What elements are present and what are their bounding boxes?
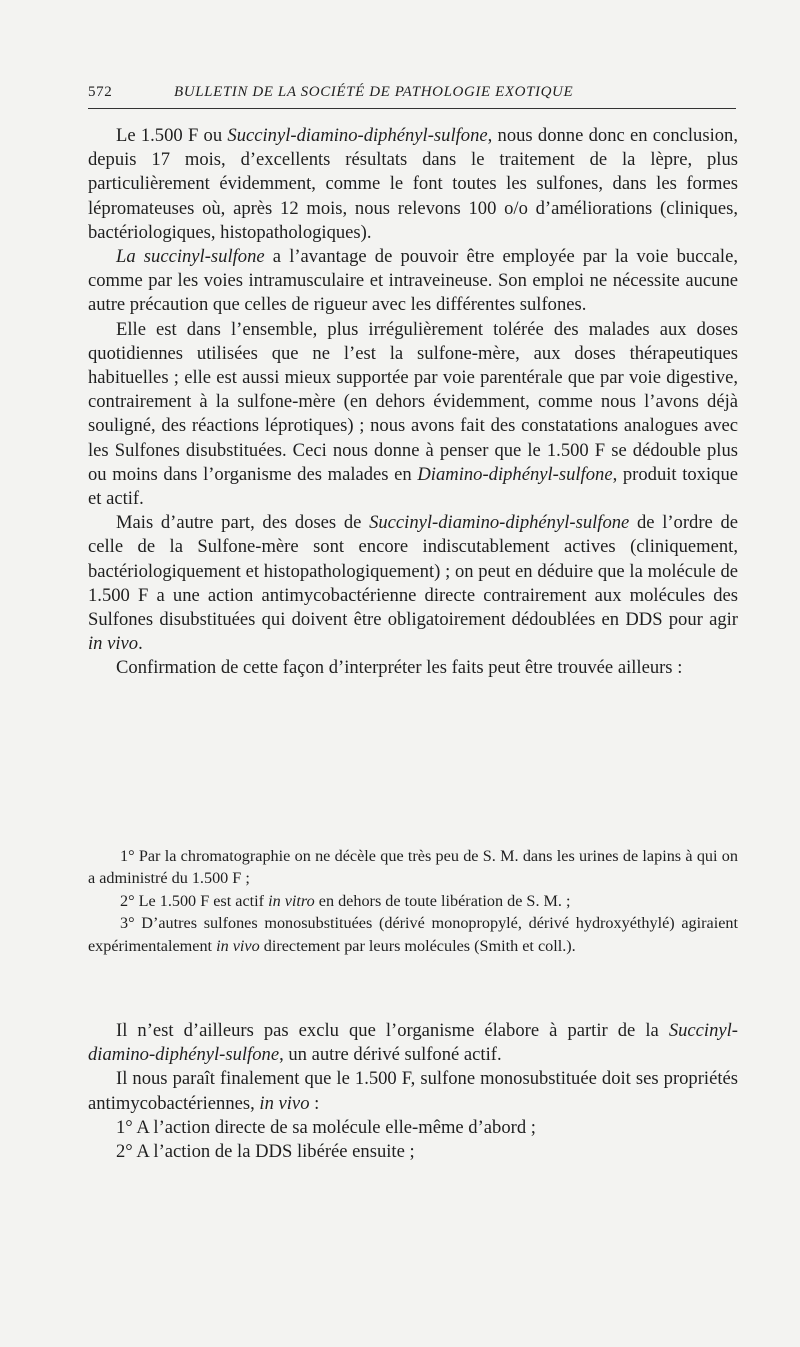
closing-item-1: 1° A l’action directe de sa molécule elle-même d’abord ;: [116, 1116, 536, 1138]
paragraph-2: La succinyl-sulfone a l’avantage de pouvoir être employée par la voie buccale, comme par les voies intramusculaire et intraveineuse. Son emploi ne nécessite aucune autre précaution que celles de rigueur avec les différentes sulfones.: [88, 246, 738, 316]
closing-paragraph-1: Il n’est d’ailleurs pas exclu que l’organisme élabore à partir de la Succinyl-diamino-diphényl-sulfone, un autre dérivé sulfoné actif.: [88, 1020, 738, 1066]
list-item: 2° Le 1.500 F est actif in vitro en dehors de toute libération de S. M. ;: [120, 891, 571, 910]
list-item: 3° D’autres sulfones monosubstituées (dérivé monopropylé, dérivé hydroxyéthylé) agiraient expérimentalement in vivo directement par leurs molécules (Smith et coll.).: [88, 914, 738, 955]
page-number: 572: [88, 84, 113, 100]
journal-title: BULLETIN DE LA SOCIÉTÉ DE PATHOLOGIE EXOTIQUE: [174, 84, 574, 100]
paragraph-5: Confirmation de cette façon d’interpréter les faits peut être trouvée ailleurs :: [116, 657, 683, 679]
main-text: [88, 124, 738, 681]
closing-text: [88, 1019, 738, 1164]
paragraph-4: Mais d’autre part, des doses de Succinyl-diamino-diphényl-sulfone de l’ordre de celle de la Sulfone-mère sont encore indiscutablement actives (cliniquement, bactériologiquement et histopathologiquement) ; on peut en déduire que la molécule de 1.500 F a une action antimycobactérienne directe contrairement aux molécules des Sulfones disubstituées qui doivent être obligatoirement dédoublées en DDS pour agir in vivo.: [88, 512, 739, 655]
numbered-list: [88, 845, 738, 957]
paragraph-1: Le 1.500 F ou Succinyl-diamino-diphényl-sulfone, nous donne donc en conclusion, depuis 17 mois, d’excellents résultats dans le traitement de la lèpre, plus particulièrement évidemment, comme le font toutes les sulfones, dans les formes lépromateuses où, après 12 mois, nous relevons 100 o/o d’améliorations (cliniques, bactériologiques, histopathologiques).: [88, 125, 739, 243]
header-rule: [88, 108, 736, 109]
running-header: [88, 80, 736, 106]
list-item: 1° Par la chromatographie on ne décèle que très peu de S. M. dans les urines de lapins à qui on a administré du 1.500 F ;: [88, 847, 738, 888]
closing-paragraph-2: Il nous paraît finalement que le 1.500 F, sulfone monosubstituée doit ses propriétés antimycobactériennes, in vivo :: [88, 1068, 738, 1114]
paragraph-3: Elle est dans l’ensemble, plus irrégulièrement tolérée des malades aux doses quotidiennes utilisées que ne l’est la sulfone-mère, aux doses thérapeutiques habituelles ; elle est aussi mieux supportée par voie parentérale que par voie digestive, contrairement à la sulfone-mère (en dehors évidemment, comme nous l’avons déjà souligné, des réactions léprotiques) ; nous avons fait des constatations analogues avec les Sulfones disubstituées. Ceci nous donne à penser que le 1.500 F se dédouble plus ou moins dans l’organisme des malades en Diamino-diphényl-sulfone, produit toxique et actif.: [88, 318, 738, 510]
closing-item-2: 2° A l’action de la DDS libérée ensuite ;: [116, 1141, 415, 1163]
